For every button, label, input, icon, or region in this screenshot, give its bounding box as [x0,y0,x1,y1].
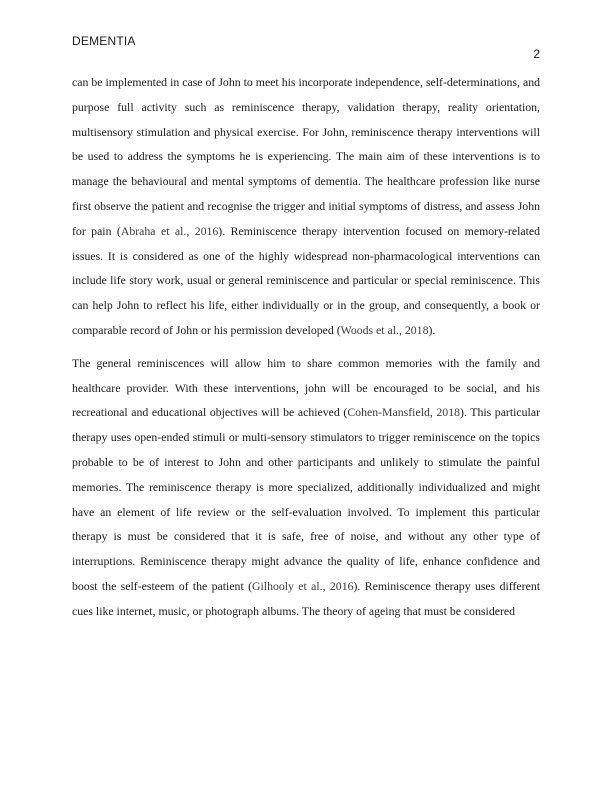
paragraph-2 [72,351,540,624]
paragraph-1 [72,70,540,343]
paragraph-text: ). Reminiscence therapy uses different cues like internet, music, or photograph albums. The theory of ageing that must be considered [72,578,540,618]
paragraph-text: The general reminiscences will allow him to share common memories with the family and healthcare provider. With these interventions, john will be encouraged to be social, and his recreational and educational objectives will be achieved ( [72,355,540,420]
citation: Woods et al., 2018 [340,322,429,337]
body-text [72,70,540,624]
paragraph-text: ). Reminiscence therapy intervention focused on memory-related issues. It is considered as one of the highly widespread non-pharmacological interventions can include life story work, usual or general reminiscence and particular or special reminiscence. This can help John to reflect his life, either individually or in the group, and consequently, a book or comparable record of John or his permission developed ( [72,223,540,337]
citation: Cohen-Mansfield, 2018 [347,405,460,420]
paragraph-text: can be implemented in case of John to meet his incorporate independence, self-determinations, and purpose full activity such as reminiscence therapy, validation therapy, reality orientation, multisensory stimulation and physical exercise. For John, reminiscence therapy interventions will be used to address the symptoms he is experiencing. The main aim of these interventions is to manage the behavioural and mental symptoms of dementia. The healthcare profession like nurse first observe the patient and recognise the trigger and initial symptoms of distress, and assess John for pain ( [72,75,540,238]
citation: Gilhooly et al., 2016 [252,578,354,593]
running-head: DEMENTIA [72,34,136,48]
page-number: 2 [533,47,540,61]
paragraph-text: ). This particular therapy uses open-ended stimuli or multi-sensory stimulators to trigger reminiscence on the topics probable to be of interest to John and other participants and unlikely to stimulate the painful memories. The reminiscence therapy is more specialized, additionally individualized and might have an element of life review or the self-evaluation involved. To implement this particular therapy is must be considered that it is safe, free of noise, and without any other type of interruptions. Reminiscence therapy might advance the quality of life, enhance confidence and boost the self-esteem of the patient ( [72,405,540,593]
citation: Abraha et al., 2016 [120,223,219,238]
paragraph-text: ). [428,322,436,337]
